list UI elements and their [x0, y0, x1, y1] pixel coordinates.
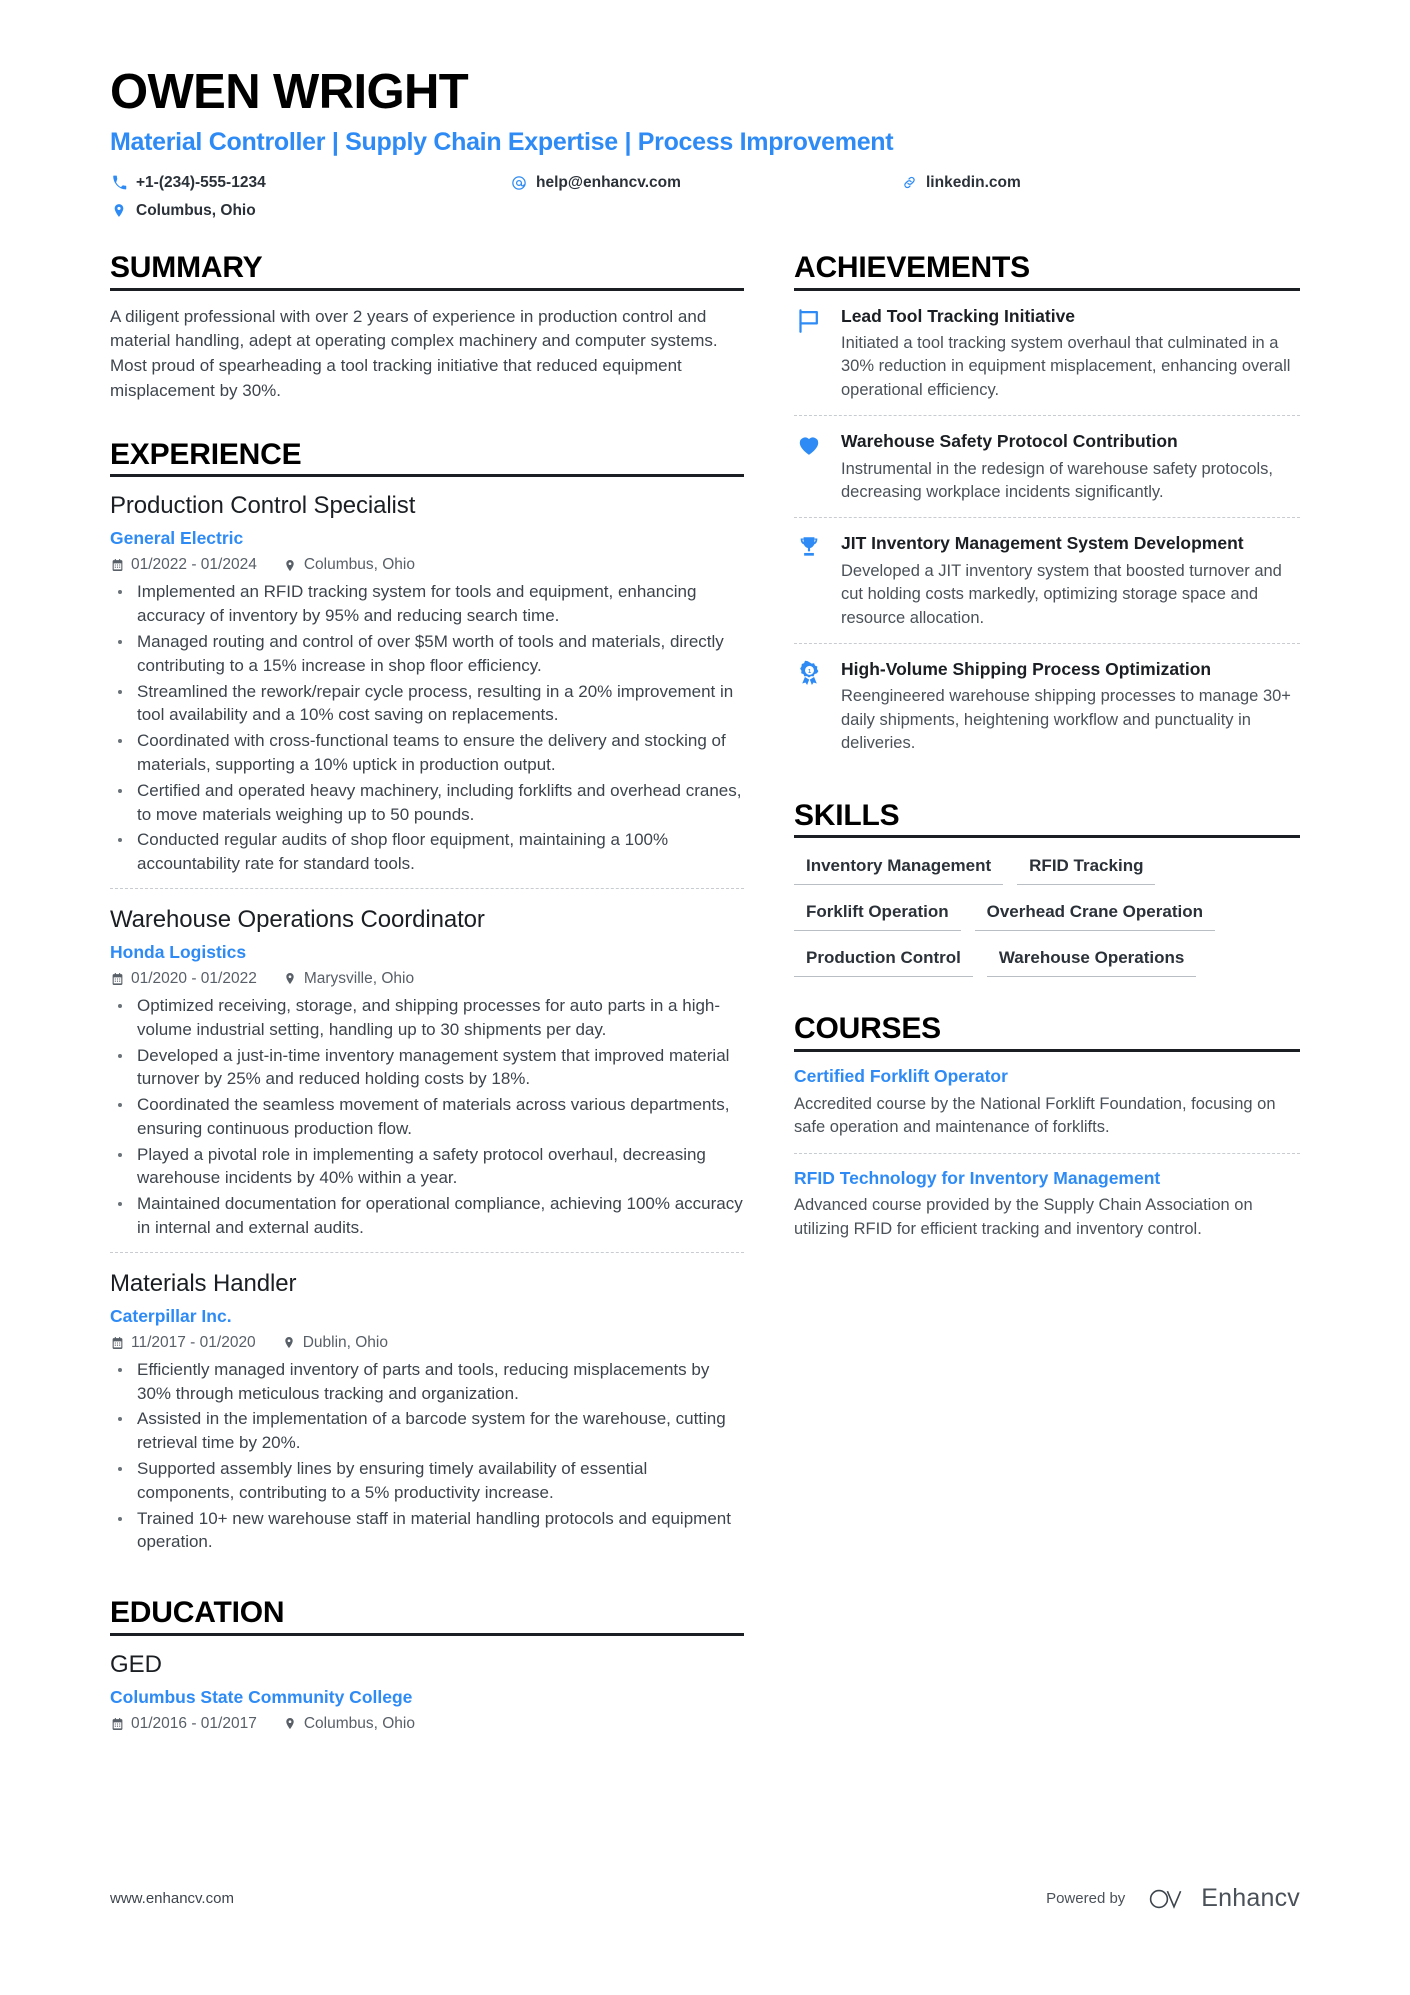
job-bullet: Supported assembly lines by ensuring timely availability of essential components, contributing to a 5% productivity increase. — [110, 1457, 744, 1505]
job-bullet: Played a pivotal role in implementing a safety protocol overhaul, decreasing warehouse incidents by 40% within a year. — [110, 1143, 744, 1191]
skill-chip: Forklift Operation — [794, 898, 961, 931]
skill-chip: RFID Tracking — [1017, 852, 1155, 885]
section-summary — [110, 251, 744, 404]
job-meta — [110, 556, 744, 574]
section-rule — [794, 288, 1300, 291]
job-company[interactable]: General Electric — [110, 528, 244, 549]
job-bullet: Developed a just-in-time inventory management system that improved material turnover by 25% and reduced holding costs by 18%. — [110, 1044, 744, 1092]
achievement-item — [794, 305, 1300, 416]
enhancv-logo-icon — [1147, 1886, 1191, 1912]
section-skills — [794, 799, 1300, 991]
job-bullet: Implemented an RFID tracking system for tools and equipment, enhancing accuracy of inventory by 95% and reducing search time. — [110, 580, 744, 628]
section-title-courses: COURSES — [794, 1012, 941, 1046]
job-bullet: Certified and operated heavy machinery, including forklifts and overhead cranes, to move materials weighing up to 50 pounds. — [110, 779, 744, 827]
trophy-icon — [794, 532, 824, 630]
experience-item — [110, 1252, 744, 1566]
course-desc: Advanced course provided by the Supply Chain Association on utilizing RFID for efficient tracking and inventory control. — [794, 1196, 1253, 1238]
job-location-text: Columbus, Ohio — [303, 556, 415, 574]
section-title-skills: SKILLS — [794, 798, 900, 832]
job-bullets — [110, 994, 744, 1240]
location-icon — [282, 1335, 296, 1350]
skill-chip: Overhead Crane Operation — [975, 898, 1215, 931]
resume-header — [110, 66, 1300, 225]
education-dates — [110, 1715, 257, 1733]
powered-by-label: Powered by — [1046, 1890, 1126, 1907]
education-location-text: Columbus, Ohio — [303, 1714, 415, 1732]
achievement-title: Lead Tool Tracking Initiative — [841, 305, 1076, 326]
achievement-item — [794, 643, 1300, 769]
footer-brand — [1046, 1884, 1300, 1913]
job-bullet: Maintained documentation for operational compliance, achieving 100% accuracy in internal and external audits. — [110, 1192, 744, 1240]
job-title: Warehouse Operations Coordinator — [110, 905, 485, 933]
job-meta — [110, 970, 744, 988]
achievement-title: JIT Inventory Management System Development — [841, 533, 1244, 554]
resume-body — [110, 251, 1300, 1737]
education-meta — [110, 1715, 744, 1733]
calendar-icon — [110, 971, 124, 986]
job-location-text: Marysville, Ohio — [303, 969, 415, 987]
job-bullet: Trained 10+ new warehouse staff in material handling protocols and equipment operation. — [110, 1507, 744, 1555]
achievement-body — [841, 430, 1300, 504]
achievement-desc: Initiated a tool tracking system overhaul that culminated in a 30% reduction in equipment misplacement, enhancing overall operational efficiency. — [841, 333, 1291, 399]
flag-icon — [794, 305, 824, 403]
job-dates-text: 01/2022 - 01/2024 — [131, 556, 257, 574]
left-column — [110, 251, 794, 1737]
section-rule — [794, 1049, 1300, 1052]
contact-phone[interactable] — [110, 174, 510, 192]
contact-email-text: help@enhancv.com — [536, 173, 681, 191]
section-experience — [110, 438, 744, 1567]
achievement-body — [841, 305, 1300, 403]
course-desc: Accredited course by the National Forklift Foundation, focusing on safe operation and maintenance of forklifts. — [794, 1094, 1276, 1137]
page-footer — [110, 1884, 1300, 1913]
location-icon — [283, 971, 297, 986]
section-rule — [794, 835, 1300, 838]
skills-list — [794, 852, 1300, 990]
job-bullet: Coordinated the seamless movement of materials across various departments, ensuring continuous production flow. — [110, 1093, 744, 1141]
contact-row-primary — [110, 169, 1300, 197]
achievement-body — [841, 658, 1300, 756]
job-title: Materials Handler — [110, 1269, 297, 1297]
achievement-item — [794, 415, 1300, 517]
education-degree: GED — [110, 1650, 163, 1678]
course-item — [794, 1153, 1300, 1255]
section-courses — [794, 1012, 1300, 1254]
footer-url[interactable]: www.enhancv.com — [110, 1890, 234, 1907]
contact-email[interactable] — [510, 174, 900, 192]
job-dates — [110, 970, 257, 988]
course-title[interactable]: Certified Forklift Operator — [794, 1065, 1008, 1086]
heart-icon — [794, 430, 824, 504]
job-company[interactable]: Caterpillar Inc. — [110, 1305, 232, 1326]
summary-text: A diligent professional with over 2 years of experience in production control and material handling, adept at operating complex machinery and computer systems. Most proud of spearheading a tool tracking initiative that reduced equipment misplacement by 30%. — [110, 306, 718, 400]
education-school[interactable]: Columbus State Community College — [110, 1686, 413, 1707]
achievement-title: High-Volume Shipping Process Optimization — [841, 659, 1212, 680]
contact-linkedin[interactable] — [900, 174, 1200, 192]
job-bullet: Coordinated with cross-functional teams to ensure the delivery and stocking of materials, supporting a 10% uptick in production output. — [110, 729, 744, 777]
job-dates — [110, 556, 257, 574]
contact-linkedin-text: linkedin.com — [926, 173, 1021, 191]
achievement-body — [841, 532, 1300, 630]
calendar-icon — [110, 1716, 124, 1731]
job-bullet: Assisted in the implementation of a barcode system for the warehouse, cutting retrieval time by 20%. — [110, 1407, 744, 1455]
phone-icon — [110, 174, 128, 192]
job-dates — [110, 1334, 256, 1352]
location-icon — [283, 558, 297, 573]
location-icon — [283, 1716, 297, 1731]
achievement-desc: Reengineered warehouse shipping processes to manage 30+ daily shipments, heightening workflow and punctuality in deliveries. — [841, 687, 1291, 753]
section-title-experience: EXPERIENCE — [110, 437, 302, 471]
job-dates-text: 01/2020 - 01/2022 — [131, 969, 257, 987]
contact-row-secondary — [110, 197, 1300, 225]
skill-chip: Warehouse Operations — [987, 944, 1196, 977]
experience-item — [110, 888, 744, 1252]
education-item — [110, 1650, 744, 1733]
job-bullet: Streamlined the rework/repair cycle process, resulting in a 20% improvement in tool availability and a 10% cost saving on replacements. — [110, 680, 744, 728]
candidate-name: OWEN WRIGHT — [110, 65, 469, 119]
education-location — [283, 1715, 415, 1733]
calendar-icon — [110, 1335, 124, 1350]
job-dates-text: 11/2017 - 01/2020 — [131, 1333, 256, 1351]
candidate-headline: Material Controller | Supply Chain Expertise | Process Improvement — [110, 127, 894, 156]
section-rule — [110, 288, 744, 291]
achievement-title: Warehouse Safety Protocol Contribution — [841, 431, 1178, 452]
job-location-text: Dublin, Ohio — [302, 1333, 388, 1351]
section-rule — [110, 1633, 744, 1636]
job-location — [283, 556, 415, 574]
course-title[interactable]: RFID Technology for Inventory Management — [794, 1167, 1161, 1188]
job-bullets — [110, 1358, 744, 1554]
right-column — [794, 251, 1300, 1258]
job-bullet: Conducted regular audits of shop floor equipment, maintaining a 100% accountability rate for standard tools. — [110, 828, 744, 876]
achievement-desc: Developed a JIT inventory system that boosted turnover and cut holding costs markedly, optimizing storage space and resource allocation. — [841, 561, 1282, 627]
section-title-summary: SUMMARY — [110, 250, 263, 284]
job-company[interactable]: Honda Logistics — [110, 941, 247, 962]
location-icon — [110, 202, 128, 220]
job-bullet: Optimized receiving, storage, and shipping processes for auto parts in a high-volume industrial setting, handling up to 30 shipments per day. — [110, 994, 744, 1042]
calendar-icon — [110, 558, 124, 573]
section-title-achievements: ACHIEVEMENTS — [794, 250, 1030, 284]
award-ribbon-icon — [794, 658, 824, 756]
contact-block — [110, 169, 1300, 225]
education-dates-text: 01/2016 - 01/2017 — [131, 1714, 257, 1732]
section-education — [110, 1596, 744, 1733]
job-title: Production Control Specialist — [110, 492, 416, 520]
achievement-item — [794, 517, 1300, 643]
section-title-education: EDUCATION — [110, 1596, 285, 1630]
svg-text:1: 1 — [807, 668, 811, 675]
section-achievements — [794, 251, 1300, 769]
job-bullets — [110, 580, 744, 876]
job-bullet: Managed routing and control of over $5M worth of tools and materials, directly contributing to a 15% increase in shop floor efficiency. — [110, 630, 744, 678]
contact-location — [110, 202, 510, 220]
job-meta — [110, 1334, 744, 1352]
course-item — [794, 1066, 1300, 1153]
job-bullet: Efficiently managed inventory of parts and tools, reducing misplacements by 30% through meticulous tracking and organization. — [110, 1358, 744, 1406]
contact-location-text: Columbus, Ohio — [136, 201, 256, 219]
link-icon — [900, 174, 918, 192]
job-location — [282, 1334, 388, 1352]
skill-chip: Inventory Management — [794, 852, 1003, 885]
section-rule — [110, 474, 744, 477]
brand-name: Enhancv — [1201, 1884, 1300, 1912]
contact-phone-text: +1-(234)-555-1234 — [136, 173, 266, 191]
job-location — [283, 970, 414, 988]
achievement-desc: Instrumental in the redesign of warehouse safety protocols, decreasing workplace incidents significantly. — [841, 459, 1273, 501]
email-icon — [510, 174, 528, 192]
skill-chip: Production Control — [794, 944, 973, 977]
experience-item — [110, 491, 744, 888]
